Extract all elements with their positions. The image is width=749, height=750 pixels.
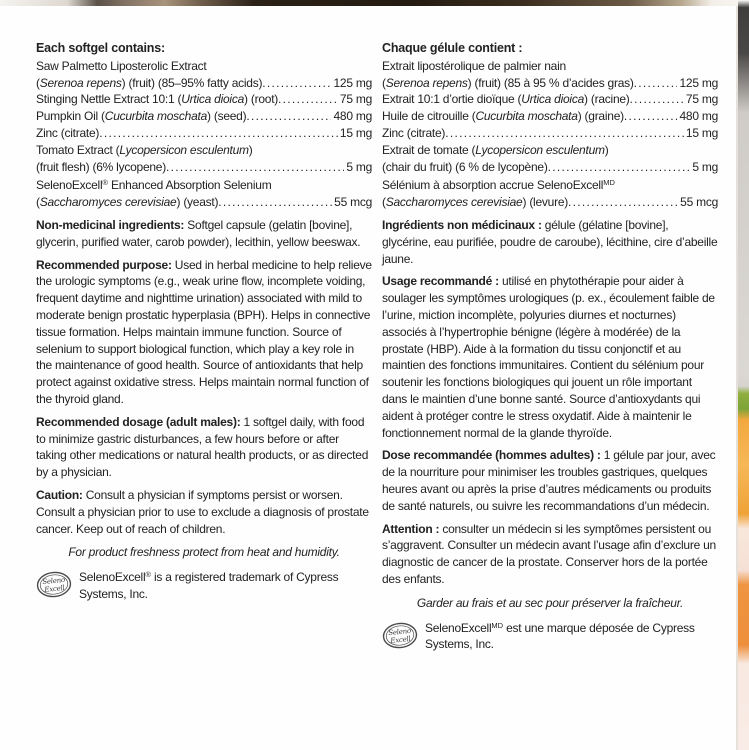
caution-section-fr: [382, 521, 718, 588]
non-medicinal-lead-en: Non-medicinal ingredients:: [36, 217, 185, 232]
non-medicinal-section-en: [36, 217, 372, 251]
ingredient-row: Huile de citrouille (Cucurbita moschata) (graine) ..... 480 mg: [382, 108, 718, 125]
caution-lead-fr: Attention :: [382, 521, 440, 536]
caution-text-fr: consulter un médecin si les symptômes persistent ou s’aggravent. Consulter un médecin avant l’usage afin d’exclure un diagnostic de cancer de la prostate. Conserver hors de la portée des enfants.: [382, 521, 716, 586]
ingredient-list-en: [36, 58, 372, 211]
non-medicinal-lead-fr: Ingrédients non médicinaux :: [382, 217, 542, 232]
selenoexcell-seal-icon: [381, 620, 420, 651]
purpose-section-en: [36, 257, 372, 408]
ingredient-row: Zinc (citrate) ..... 15 mg: [36, 125, 372, 142]
ingredient-row: Stinging Nettle Extract 10:1 (Urtica dioica) (root) ..... 75 mg: [36, 91, 372, 108]
ingredient-row: Zinc (citrate) ..... 15 mg: [382, 125, 718, 142]
ingredient-list-fr: [382, 58, 718, 211]
supplement-label-panel: [0, 6, 738, 750]
ingredients-header-en: Each softgel contains:: [36, 41, 165, 55]
caution-text-en: Consult a physician if symptoms persist or worsen. Consult a physician prior to use to exclude a diagnosis of prostate cancer. Keep out of reach of children.: [36, 487, 369, 536]
ingredient-row: Extrait 10:1 d’ortie dioïque (Urtica dioica) (racine) ..... 75 mg: [382, 91, 718, 108]
purpose-section-fr: [382, 273, 718, 441]
photo-background-right-edge: [738, 0, 749, 750]
purpose-text-fr: utilisé en phytothérapie pour aider à soulager les symptômes urologiques (p. ex., écoulement faible de l’urine, miction incomplète, polyuries diurnes et nocturnes) associés à l’hypertrophie bénigne (légère à modérée) de la prostate (HBP). Aide à la formation du tissu conjonctif et au maintien des fonctions immunitaires. Contient du sélénium pour soutenir les fonctions biologiques qui jouent un rôle important dans le maintien d’une bonne santé. Source d’antioxydants qui aident à protéger contre le stress oxydatif. Aide à maintenir le fonctionnement normal de la glande thyroïde.: [382, 274, 715, 440]
seal-text-line2: Excell: [390, 634, 411, 645]
ingredient-row: Pumpkin Oil (Cucurbita moschata) (seed) ..... 480 mg: [36, 108, 372, 125]
ingredient-row: Extrait lipostérolique de palmier nain (Serenoa repens) (fruit) (85 à 95 % d’acides gras) ..... 125 mg: [382, 58, 718, 92]
caution-lead-en: Caution:: [36, 487, 83, 502]
photo-background-top-edge: [0, 0, 749, 6]
caution-section-en: [36, 487, 372, 537]
trademark-row-fr: [382, 618, 718, 654]
purpose-lead-en: Recommended purpose:: [36, 257, 172, 272]
ingredient-row: Tomato Extract (Lycopersicon esculentum) (fruit flesh) (6% lycopene) ..... 5 mg: [36, 142, 372, 176]
ingredient-row: Saw Palmetto Liposterolic Extract (Serenoa repens) (fruit) (85–95% fatty acids) ..... 125 mg: [36, 58, 372, 92]
selenoexcell-seal-icon: [35, 570, 74, 601]
dosage-section-fr: [382, 447, 718, 514]
seal-text-line2: Excell: [44, 584, 65, 595]
dosage-section-en: [36, 414, 372, 481]
seal-text-line1: Seleno: [42, 576, 66, 587]
ingredients-header-fr: Chaque gélule contient :: [382, 41, 523, 55]
purpose-text-en: Used in herbal medicine to help relieve the urologic symptoms (e.g., weak urine flow, incomplete voiding, frequent daytime and nighttime urination) associated with mild to moderate benign prostatic hyperplasia (BPH). Helps in connective tissue formation. Helps maintain immune function. Source of selenium to support biological function, which play a key role in the maintenance of good health. Source of antioxidants that help protect against oxidative stress. Helps maintain normal function of the thyroid gland.: [36, 257, 372, 406]
ingredient-row: Extrait de tomate (Lycopersicon esculentum) (chair du fruit) (6 % de lycopène) ..... 5 mg: [382, 142, 718, 176]
column-english: [36, 40, 372, 750]
seal-text-line1: Seleno: [388, 626, 412, 637]
dosage-lead-fr: Dose recommandée (hommes adultes) :: [382, 448, 601, 463]
non-medicinal-text-en: Softgel capsule (gelatin [bovine], glycerin, purified water, carob powder), lecithin, yellow beeswax.: [36, 217, 361, 249]
trademark-text-en: SelenoExcell® is a registered trademark of Cypress Systems, Inc.: [79, 570, 339, 601]
freshness-note-en: For product freshness protect from heat and humidity.: [68, 545, 340, 560]
non-medicinal-section-fr: [382, 217, 718, 267]
trademark-row-en: [36, 567, 372, 603]
ingredient-row: SelenoExcell® Enhanced Absorption Selenium (Saccharomyces cerevisiae) (yeast) ..... 55 mcg: [36, 175, 372, 211]
dosage-text-fr: 1 gélule par jour, avec de la nourriture pour minimiser les troubles gastriques, quelques heures avant ou après la prise d’autres médicaments ou produits de santé naturels, ou suivre les recommandations d’un médecin.: [382, 448, 716, 513]
purpose-lead-fr: Usage recommandé :: [382, 274, 499, 289]
column-french: [382, 40, 718, 750]
dosage-lead-en: Recommended dosage (adult males):: [36, 414, 241, 429]
freshness-note-fr: Garder au frais et au sec pour préserver la fraîcheur.: [416, 595, 684, 610]
dosage-text-en: 1 softgel daily, with food to minimize gastric disturbances, a few hours before or after taking other medications or natural health products, or as directed by a physician.: [36, 414, 369, 480]
trademark-text-fr: SelenoExcell$^{MD}$ est une marque déposée de Cypress Systems, Inc.: [425, 620, 695, 652]
non-medicinal-text-fr: gélule (gélatine [bovine], glycérine, eau purifiée, poudre de caroube), lécithine, cire d’abeille jaune.: [382, 217, 718, 266]
ingredient-row: Sélénium à absorption accrue SelenoExcell$^{MD}$ (Saccharomyces cerevisiae) (levure) ..... 55 mcg: [382, 175, 718, 211]
